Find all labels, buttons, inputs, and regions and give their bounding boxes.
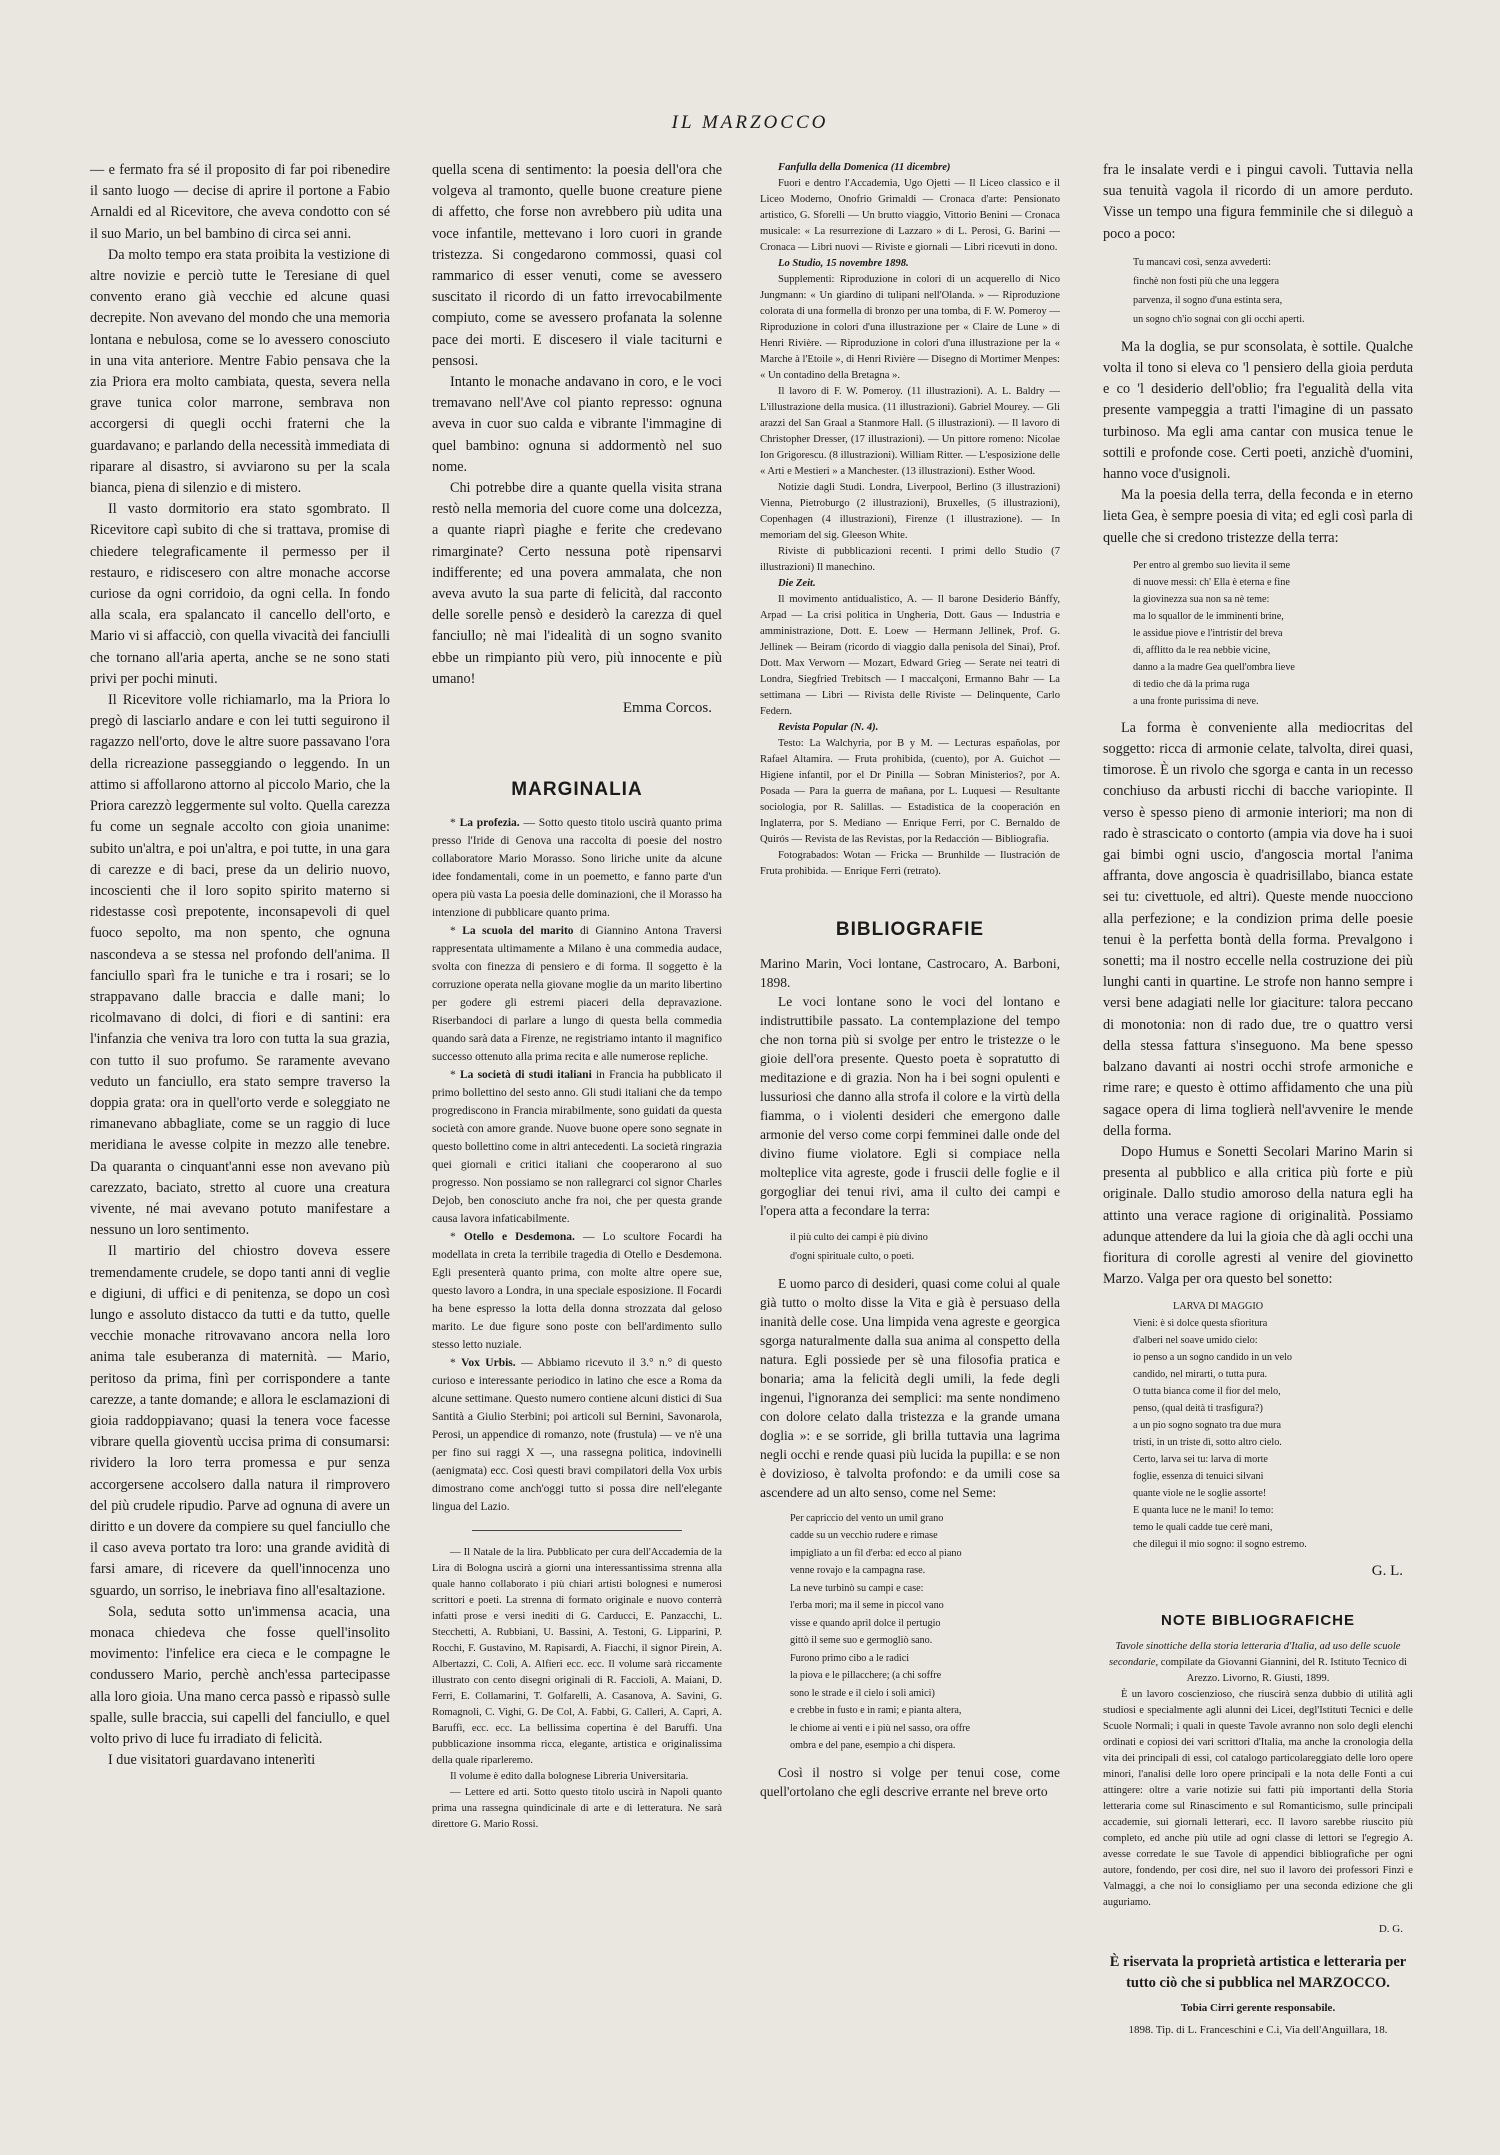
section-title-marginalia: MARGINALIA bbox=[511, 779, 643, 801]
paragraph: Ma la doglia, se pur sconsolata, è sottile. Qualche volta il tono si eleva co 'l pensiero della gioia perduta e co 'l desiderio dell'oblio; fra l'egualità della vita presente vampeggia a tratti l'imagine di un passato turbinoso. Ma egli ama cantar con musica tenue le sottili e profonde cose. Certi poeti, anzichè d'uomini, hanno voce d'usignoli. bbox=[1103, 338, 1413, 483]
poem-title: LARVA DI MAGGIO bbox=[1173, 1301, 1264, 1313]
poem-line: e crebbe in fusto e in rami; e pianta altera, bbox=[790, 1705, 962, 1717]
periodical-contents: Il lavoro di F. W. Pomeroy. (11 illustrazioni). A. L. Baldry — L'illustrazione della musica. (11 illustrazioni). Gabriel Mourey. — Gli arazzi del San Graal a Stanmore Hall. (5 illustrazioni). — Il lavoro di Christopher Dresser, (17 illustrazioni). — Un pittore romeno: Nicolae Ion Grigorescu. (8 illustrazioni). William Ritter. — L'esposizione delle « Arti e Mestieri » a Manchester. (13 illustrazioni). Esther Wood. bbox=[760, 386, 1060, 477]
note-text: compilate da Giovanni Giannini, del R. Istituto Tecnico di Arezzo. Livorno, R. Giusti, 1899. bbox=[1160, 1656, 1407, 1684]
poem-line: visse e quando aprìl dolce il pertugio bbox=[790, 1617, 941, 1629]
book-reference: Marino Marin, Voci lontane, Castrocaro, A. Barboni, 1898. bbox=[760, 955, 1060, 990]
poem-line: io penso a un sogno candido in un velo bbox=[1133, 1352, 1293, 1364]
note-text: in Francia ha pubblicato il primo bollettino del sesto anno. Gli studi italiani che da tempo progrediscono in Francia mirabilmente, sono guidati da questa società con amore grande. Nuove buone opere sono segnate in questo bollettino come in altri antecedenti. La società ringrazia quei giornali e critici italiani che cooperarono al suo progresso. Non possiamo se non rallegrarci col signor Charles Dejob, ben conosciuto anche fra noi, che per questa grande causa lavora infaticabilmente. bbox=[432, 1069, 723, 1226]
small-note: Il volume è edito dalla bolognese Libreria Universitaria. bbox=[450, 1771, 689, 1783]
poem-line: ombra e del pane, esempio a chi dispera. bbox=[790, 1740, 956, 1752]
column-1 bbox=[90, 160, 390, 1771]
paragraph: fra le insalate verdi e i pingui cavoli. Tuttavia nella sua tenuità vagola il ricordo di un amore perduto. Visse un tempo una figura femminile che si dileguò a poco a poco: bbox=[1103, 162, 1413, 242]
note-item: * La società di studi italiani in Francia ha pubblicato il primo bollettino del sesto anno. Gli studi italiani che da tempo progrediscono in Francia mirabilmente, sono guidati da questa società con amore grande. Nuove buone opere sono segnate in questo bollettino come in altri antecedenti. La società ringrazia quei giornali e critici italiani che cooperarono al suo progresso. Non possiamo se non rallegrarci col signor Charles Dejob, ben conosciuto anche fra noi, che per questa grande causa lavora infaticabilmente. bbox=[432, 1069, 723, 1226]
poem-line: E quanta luce ne le mani! Io temo: bbox=[1133, 1505, 1274, 1517]
periodical-title: Fanfulla della Domenica (11 dicembre) bbox=[778, 162, 951, 173]
poem-line: gittò il seme suo e germogliò sano. bbox=[790, 1635, 933, 1647]
paragraph: La forma è conveniente alla mediocritas del soggetto: ricca di armonie celate, talvolta, direi quasi, timorose. È un rivolo che sgorga e canta in un recesso conchiuso da arbusti ricchi di bacche variopinte. Il verso è spesso pieno di armonie interiori; ma non di rado è strascicato o contorto (ampia via dove ha i suoi gai bimbi ogni uscio, d'angoscia mortal l'anima affranta, dove angoscia è quadrisillabo, bianca estate sei tu: civettuole, ed altri). Queste mende nuocciono alla perfezione; e la condizion prima delle poesie tenui è la perfetta bontà della forma. Prevalgono i sonetti; ma il nostro eccelle nella costruzione dei più lunghi canti in quartine. Le strofe non hanno sempre i versi bene adagiati nelle lor giaciture: talora peccano di monotonia: non di rado due, tre o quattro versi della stessa fattura s'inseguono. Ma bene spesso balzano davanti ai nostri occhi strofe armoniche e rime rare; e questo è ottimo affidamento che una più sagace opera di lima toglierà nell'avvenire le mende della forma. bbox=[1103, 719, 1413, 1139]
note-heading: La società di studi italiani bbox=[459, 1069, 592, 1082]
poem-line: la piova e le pillacchere; (a chi soffre bbox=[790, 1670, 942, 1682]
poem-line: cadde su un vecchio rudere e rimase bbox=[790, 1530, 938, 1542]
poem-line: temo le quali cadde tue cerè mani, bbox=[1133, 1522, 1273, 1534]
periodical-contents: Testo: La Walchyria, por B y M. — Lecturas españolas, por Rafael Altamira. — Fruta prohibida, (cuento), por A. Guichot — Higiene infantil, por el Dr Pinilla — Sobran Ministerios?, por A. Posada — Para la guerra de mañana, por L. Luquesi — Resultante sociologia, por R. Salillas. — Estadistica de la cooperación en Inglaterra, por S. Mediano — Enrique Ferri, por C. Bernaldo de Quirós — Revista de las Revistas, por la Redacción — Bibliografia. bbox=[760, 738, 1060, 845]
section-title-bibliografie: BIBLIOGRAFIE bbox=[835, 919, 985, 940]
note-item: * Vox Urbis. — Abbiamo ricevuto il 3.° n.° di questo curioso e interessante periodico in latino che esce a Roma da alcune settimane. Questo numero contiene alcuni distici di Sua Santità a Giulio Sterbini; poi articoli sul Bernini, Savonarola, Perosi, un appendice di romanzo, note (frustula) — ve n'è una per fino sui raggi X —, una rassegna politica, indovinelli (aenigmata) ecc. Così questi bravi compilatori della Vox urbis dimostrano come anch'oggi tutto si possa dire nell'elegante lingua del Lazio. bbox=[432, 1357, 723, 1514]
section-title-note-bibliografiche: NOTE BIBLIOGRAFICHE bbox=[1161, 1611, 1355, 1629]
periodical-title: Lo Studio, 15 novembre 1898. bbox=[778, 258, 909, 269]
poem-line: Certo, larva sei tu: larva di morte bbox=[1133, 1454, 1268, 1466]
paragraph: Il vasto dormitorio era stato sgombrato. Il Ricevitore capì subito di che si trattava, promise di chiedere telegraficamente il permesso per il restauro, e ridiscesero con altre monache accorse curiose da ogni corridoio, da ogni cella. In fondo alla scala, era spalancato il cancello dell'orto, e Mario vi si affacciò, con quella vivacità dei fanciulli che tornano all'aria aperta, anche se ne sono stati privi per pochi minuti. bbox=[90, 501, 390, 687]
poem-line: quante viole ne le soglie assorte! bbox=[1133, 1488, 1267, 1500]
periodical-contents: Il movimento antidualistico, A. — Il barone Desiderio Bánffy, Arpad — La crisi politica in Ungheria, Dott. Gaus — Industria e amministrazione, Dott. E. Loew — Hermann Jellinek, Prof. G. Jellinek — Beiram (ricordo di viaggio dalla penisola del Sinai), Prof. Dott. Max Verworn — Mozart, Edward Grieg — Serate nei teatri di Londra, Siegfried Trebitsch — I maccalçoni, Ermanno Bahr — La settimana — Libri — Rivista delle Riviste — Delinquente, Carlo Federn. bbox=[760, 594, 1060, 717]
paragraph: — e fermato fra sé il proposito di far poi ribenedire il santo luogo — decise di aprire il portone a Fabio Arnaldi ed al Ricevitore, che aveva condotto con sé il suo Mario, un bel bambino di circa sei anni. bbox=[90, 162, 390, 242]
paragraph: Ma la poesia della terra, della feconda e in eterno lieta Gea, è sempre poesia di vita; ed egli così parla di quelle che si credono tristezze della terra: bbox=[1103, 487, 1413, 546]
paragraph: Le voci lontane sono le voci del lontano e indistruttibile passato. La contemplazione del tempo che non torna più si svolge per entro le tristezze o le gioie dell'ora presente. Questo poeta è sopratutto di meditazione e di grazia. Non ha i bei sogni opulenti e lussuriosi che danno alla strofa il colore e la virtù della fiamma, o i violenti desideri che emergono dalle armonie del verso come corpi femminei dalle onde del divino fiume violatore. Egli si compiace nella molteplice vita agreste, gode i fruscii delle foglie e il gorgogliar dei tenui rivi, ama il culto dei campi e l'opera atta a fecondare la terra: bbox=[760, 993, 1060, 1218]
poem-line: tristi, in un triste dì, sotto altro cielo. bbox=[1133, 1437, 1282, 1449]
poem-line: Per entro al grembo suo lievita il seme bbox=[1133, 559, 1291, 571]
poem-line: La neve turbinò su campi e case: bbox=[790, 1582, 924, 1594]
small-note: — Il Natale de la lira. Pubblicato per cura dell'Accademia de la Lira di Bologna uscirà a giorni una interessantissima strenna alla quale hanno collaborato i più chiari artisti bolognesi e numerosi scrittori e poeti. La strenna di formato originale e nuovo conterrà infatti prose e versi inediti di G. Carducci, E. Panzacchi, L. Stecchetti, A. Rubbiani, U. Bassini, A. Testoni, G. Lipparini, P. Rocchi, F. Gustavino, M. Rapisardi, A. Fiacchi, il signor Pirein, A. Albertazzi, C. Coli, A. Alfieri ecc. ecc. Il volume sarà riccamente illustrato con cento disegni originali di R. Faccioli, A. Maiani, D. Ferri, E. Collamarini, T. Golfarelli, A. Casanova, A. Savini, G. Romagnoli, C. Vighi, G. De Col, A. Fabbi, G. Calleri, A. Capri, A. Baruffi, ecc. ecc. La bellissima copertina è del Baruffi. Una pubblicazione insomma ricca, elegante, artistica e originalissima della quale riparleremo. bbox=[432, 1547, 722, 1767]
paragraph: Intanto le monache andavano in coro, e le voci tremavano nell'Ave col pianto represso: ognuna aveva in cuor suo calda e vibrante l'immagine di quel bambino: ognuna si addormentò nel suo nome. bbox=[432, 374, 722, 475]
poem-line: a una fronte purissima di neve. bbox=[1133, 695, 1259, 707]
note-item: * La scuola del marito di Giannino Antona Traversi rappresentata ultimamente a Milano è una commedia audace, svolta con finezza di pensiero e di forma. Il soggetto è la corruzione operata nella giovane moglie da un marito libertino per godere gli estremi piaceri della depravazione. Riserbandoci di parlare a lungo di questa bella commedia quando sarà data a Firenze, ne registriamo intanto il magnifico successo ottenuto alla prima recita e alle numerose repliche. bbox=[432, 925, 723, 1064]
poem-seme bbox=[790, 1510, 1060, 1755]
poem-excerpt bbox=[790, 1228, 1060, 1266]
paragraph: E uomo parco di desideri, quasi come colui al quale già tutto o molto disse la Vita e già è persuaso della inanità delle cose. Una limpida vena agreste e georgica sgorga naturalmente dalla sua anima al conspetto della natura. Egli possiede per sè una filosofia pratica e bonaria; ama la felicità degli umili, la fede degli ingenui, l'ignoranza dei semplici: ma sente nondimeno con dolore celato dalla tristezza e la grande umana doglia »: e se sorride, gli brilla tuttavia una lagrima negli occhi e rende quasi più lucida la pupilla: e se non è dovizioso, è talvolta profondo: e da umili cose sa ascendere ad un alto senso, come nel Seme: bbox=[760, 1275, 1060, 1500]
poem-line: la giovinezza sua non sa nè teme: bbox=[1133, 593, 1270, 605]
poem-line: impigliato a un fil d'erba: ed ecco al piano bbox=[790, 1547, 962, 1559]
poem-line: a un pio sogno sognato tra due mura bbox=[1133, 1420, 1281, 1432]
poem-line: O tutta bianca come il fior del melo, bbox=[1133, 1386, 1281, 1398]
periodical-contents: Fuori e dentro l'Accademia, Ugo Ojetti — Il Liceo classico e il Liceo Moderno, Onofrio Grimaldi — Cronaca d'arte: Pensionato artistico, G. Sforelli — Un brutto viaggio, Vittorio Benini — Cronaca musicale: « La resurrezione di Lazzaro » di L. Perosi, G. Barini — Cronaca — Libri nuovi — Riviste e giornali — Libri ricevuti in dono. bbox=[760, 178, 1060, 253]
note-heading: La scuola del marito bbox=[462, 925, 574, 938]
poem-larva-di-maggio bbox=[1133, 1298, 1413, 1553]
divider bbox=[472, 1530, 682, 1531]
rights-notice: È riservata la proprietà artistica e letteraria per tutto ciò che si pubblica nel MARZOCCO. bbox=[1109, 1953, 1407, 1991]
periodical-contents: Supplementi: Riproduzione in colori di un acquerello di Nico Jungmann: « Un giardino di tulipani nell'Olanda. » — Riproduzione colorata di una formella di bronzo per una tomba, di F. W. Pomeroy — Riproduzione in colori d'una illustrazione per « Claire de Lune » di Henri Rivière. — Riproduzione in colori d'una illustrazione per la « Marche à l'Etoile », di Henri Rivière — Disegno di Mortimer Menpes: « Un contadino della Bretagna ». bbox=[760, 274, 1060, 381]
publisher-credit: Tobia Cirri gerente responsabile. bbox=[1180, 2001, 1336, 2014]
column-3 bbox=[760, 160, 1060, 1801]
poem-line: danno a la madre Gea quell'ombra lieve bbox=[1133, 661, 1295, 673]
poem-line: di nuove messi: ch' Ella è eterna e fine bbox=[1133, 576, 1290, 588]
periodical-contents: Riviste di pubblicazioni recenti. I primi dello Studio (7 illustrazioni) Il manechino. bbox=[760, 546, 1060, 573]
periodical-title: Die Zeit. bbox=[778, 578, 816, 589]
paragraph: Il Ricevitore volle richiamarlo, ma la Priora lo pregò di lasciarlo andare e con lei tutti seguirono il ragazzo nell'orto, dove le altre suore passavano l'ora della ricreazione passeggiando o leggendo. In un attimo si affollarono attorno al piccolo Mario, che la Priora carezzò leggermente sul volto. Quella carezza fu come un segnale accolto con gioia unanime: subito un'altra, e poi un'altra, e poi tutte, in una gara di carezze e di baci, prese da un delirio nuovo, incoscienti che il loro sopito spirito materno si ridestasse così prepotente, inconsapevoli di quel fuoco sepolto, ma non spento, che ognuna nascondeva a se stessa nel profondo dell'anima. Il fanciullo sparì fra le tuniche e tra i rosari; se lo strappavano dalle braccia e dalle mani; lo ricolmavano di dolci, di fiori e di santini: era l'infanzia che veniva tra loro con tutta la sua grazia, con tutto il suo profumo. Se raramente avevano veduto un fanciullo, era stato sempre traverso la doppia grata: ora in quell'orto verde e soleggiato ne rimanevano abbagliate, come se un raggio di luce meridiana le avesse colpite in mezzo alle tenebre. Da quaranta o cinquant'anni esse non avevano più carezzato, baciato, stretto al cuore una creatura vivente, né mai avevano potuto manifestare a nessuno un loro sentimento. bbox=[90, 692, 390, 1239]
note-reference bbox=[1103, 1639, 1413, 1687]
poem-line: d'ogni spirituale culto, o poeti. bbox=[790, 1250, 915, 1262]
masthead: IL MARZOCCO bbox=[671, 112, 829, 133]
poem-line: candido, nel mirarti, o tutta pura. bbox=[1133, 1369, 1268, 1381]
paragraph: Dopo Humus e Sonetti Secolari Marino Marin si presenta al pubblico e alla critica più forte e più originale. Dallo studio amoroso della natura egli ha attinto una verace ragione di originalità. Possiamo adunque attendere da lui la gioia che dà agli occhi una fioritura di corolle agresti al venire del giovinetto Marzo. Valga per ora questo bel sonetto: bbox=[1103, 1143, 1413, 1288]
periodical-contents: Fotograbados: Wotan — Fricka — Brunhilde — Ilustración de Fruta prohibida. — Enrique Ferri (retrato). bbox=[760, 850, 1060, 877]
note-heading: La profezia. bbox=[459, 817, 520, 830]
note-text: — Abbiamo ricevuto il 3.° n.° di questo curioso e interessante periodico in latino che esce a Roma da alcune settimane. Questo numero contiene alcuni distici di Sua Santità a Giulio Sterbini; poi articoli sul Bernini, Savonarola, Perosi, un appendice di romanzo, note (frustula) — ve n'è una per fino sui raggi X —, una rassegna politica, indovinelli (aenigmata) ecc. Così questi bravi compilatori della Vox urbis dimostrano come anch'oggi tutto si possa dire nell'elegante lingua del Lazio. bbox=[432, 1357, 723, 1514]
note-heading: Tavole sinottiche della storia letteraria d'Italia, ad uso delle scuole secondarie, bbox=[1109, 1640, 1401, 1668]
note-heading: Vox Urbis. bbox=[461, 1357, 516, 1370]
paragraph: Così il nostro si volge per tenui cose, come quell'ortolano che egli descrive errante nel breve orto bbox=[760, 1764, 1060, 1799]
paragraph: Il martirio del chiostro doveva essere tremendamente crudele, se dopo tanti anni di veglie e digiuni, di uffici e di penitenza, se dopo un così lungo e assoluto distacco da tutti e da tutto, quelle vecchie monache ritrovavano ancora nella loro anima tale esuberanza di maternità. — Mario, peritoso da prima, finì per corrispondere a tante carezze, a tante domande; e allora le esclamazioni di gioia raddoppiavano; quasi la tenera voce facesse vibrare quella gioventù uccisa prima di consumarsi: rividero la loro terra promessa e pur senza accorgersene accolsero dalla natura il rimprovero del più crudele ripudio. Parve ad ognuna di avere un diritto e un dovere da compiere su quel fanciullo che il caso aveva portato tra loro: una grande avidità di farsi amare, di ricevere da quell'innocenza uno sguardo, un sorriso, le inebriava fino all'esaltazione. bbox=[90, 1243, 390, 1599]
poem-line: le assidue piove e l'intristir del breva bbox=[1133, 627, 1283, 639]
poem-line: venne rovajo e la campagna rase. bbox=[790, 1565, 926, 1577]
periodical-title: Revista Popular (N. 4). bbox=[778, 722, 879, 733]
paragraph: Sola, seduta sotto un'immensa acacia, una monaca chiedeva che fosse quell'insolito movimento: l'infelice era cieca e le compagne le condussero Mario, perchè anch'essa partecipasse alla loro gioia. Una mano cerca passò e ripassò sulle spalle, sulle braccia, sui capelli del fanciullo, e quel volto privo di luce fu irradiato di felicità. bbox=[90, 1603, 390, 1748]
poem-line: foglie, essenza di tenuici silvani bbox=[1133, 1471, 1264, 1483]
author-signature: G. L. bbox=[1371, 1563, 1403, 1580]
poem-line: di tedio che dà la prima ruga bbox=[1133, 678, 1250, 690]
poem-line: le chiome ai venti e i più nel sasso, ora offre bbox=[790, 1722, 971, 1734]
paragraph: Chi potrebbe dire a quante quella visita strana restò nella memoria del cuore come una dolcezza, a quante riaprì piaghe e ferite che credevano rimarginate? Certo nessuna potè ripensarvi indifferente; ed una povera ammalata, che non aveva avuto la sua parte di felicità, dal racconto delle sorelle pensò e desiderò la carezza di quel fanciullo; nè mai l'idealità di un sogno svanito ebbe un rimpianto più vero, più innocente e più umano! bbox=[432, 480, 722, 687]
note-signature: D. G. bbox=[1378, 1922, 1403, 1935]
note-heading: Otello e Desdemona. bbox=[463, 1231, 575, 1244]
poem-line: penso, (qual deità ti trasfigura?) bbox=[1133, 1403, 1263, 1415]
paragraph: Da molto tempo era stata proibita la vestizione di altre novizie e perciò tutte le Teresiane di quel convento erano già vecchie ed alcune quasi decrepite. Non avevano del mondo che una memoria lontana e nebulosa, come se lo avessero conosciuto in una vita anteriore. Mentre Fabio pensava che la zia Priora era molto cambiata, questa, severa nella grave tunica color marrone, sembrava non accorgersi di quegli occhi fraterni che la guardavano; e parlando della necessità immediata di riparare al disastro, si avviarono su per la scala bianca, piena di silenzio e di mistero. bbox=[90, 246, 390, 497]
note-text: — Lo scultore Focardi ha modellata in creta la terribile tragedia di Otello e Desdemona. Egli presenterà quanto prima, con molte altre opere sue, questo lavoro a Londra, in una speciale esposizione. Il Focardi ha bene espresso la lotta della donna strozzata dal geloso marito. Le due figure sono poste con bell'ardimento sullo stesso letto nuziale. bbox=[432, 1231, 723, 1352]
column-2 bbox=[432, 160, 722, 1833]
note-item: * La profezia. — Sotto questo titolo uscirà quanto prima presso l'Iride di Genova una raccolta di poesie del nostro collaboratore Mario Morasso. Sono liriche unite da alcune idee fondamentali, come in un poemetto, e fanno parte d'un opera più vasta La poesia delle dominazioni, che il Morasso ha intenzione di pubblicare quanto prima. bbox=[432, 817, 722, 920]
poem-line: finchè non fosti più che una leggera bbox=[1133, 275, 1279, 287]
note-text: — Sotto questo titolo uscirà quanto prima presso l'Iride di Genova una raccolta di poesie del nostro collaboratore Mario Morasso. Sono liriche unite da alcune idee fondamentali, come in un poemetto, e fanno parte d'un opera più vasta La poesia delle dominazioni, che il Morasso ha intenzione di pubblicare quanto prima. bbox=[432, 817, 722, 920]
poem-excerpt bbox=[1133, 557, 1413, 710]
printer-credit: 1898. Tip. di L. Franceschini e C.i, Via dell'Anguillara, 18. bbox=[1128, 2023, 1388, 2036]
column-4 bbox=[1103, 160, 1413, 2038]
poem-line: Tu mancavi così, senza avvederti: bbox=[1133, 256, 1271, 268]
poem-excerpt bbox=[1133, 253, 1413, 329]
periodical-contents: Notizie dagli Studi. Londra, Liverpool, Berlino (3 illustrazioni) Vienna, Pietroburgo (2 illustrazioni), Bruxelles, (5 illustrazioni), Copenhagen (4 illustrazioni), Firenze (1 illustrazione). — In memoriam del sig. Gleeson White. bbox=[760, 482, 1060, 541]
poem-line: Furono primo cibo a le radici bbox=[790, 1652, 910, 1664]
poem-line: l'erba morì; ma il seme in piccol vano bbox=[790, 1600, 944, 1612]
poem-line: che dileguì il mio sogno: il sogno estremo. bbox=[1133, 1539, 1307, 1551]
poem-line: parvenza, il sogno d'una estinta sera, bbox=[1133, 294, 1283, 306]
note-text: di Giannino Antona Traversi rappresentata ultimamente a Milano è una commedia audace, svolta con finezza di pensiero e di forma. Il soggetto è la corruzione operata nella giovane moglie da un marito libertino per godere gli estremi piaceri della depravazione. Riserbandoci di parlare a lungo di questa bella commedia quando sarà data a Firenze, ne registriamo intanto il magnifico successo ottenuto alla prima recita e alle numerose repliche. bbox=[432, 925, 723, 1064]
poem-line: dì, afflitto da le rea nebbie vicine, bbox=[1133, 644, 1271, 656]
paragraph: I due visitatori guardavano intenerìti bbox=[108, 1752, 316, 1769]
poem-line: un sogno ch'io sognai con gli occhi aperti. bbox=[1133, 313, 1305, 325]
note-body: È un lavoro coscienzioso, che riuscirà senza dubbio di utilità agli studiosi e specialmente agli alunni dei Licei, degl'Istituti Tecnici e delle Scuole Normali; i quali in queste Tavole avranno non solo degli elenchi ordinati e copiosi dei vari scrittori d'Italia, ma anche la cronologia della vita dei principali di essi, col catalogo particolareggiato delle loro opere minori, l'analisi delle loro opere principali e la nota delle Fonti a cui attingere: oltre a varie notizie sui fatti più importanti della Storia letteraria come sul Rinascimento e sul Romanticismo, sulle principali accademie, sui giornali letterari, ecc. Il lavoro sarebbe riuscito più completo, ed anche più utile ad ogni classe di lettori se l'egregio A. avesse corredate le sue Tavole di appendici bibliografiche per ogni autore, fondendo, per così dire, nel suo il lavoro dei professori Finzi e Valmaggi, a che noi lo consigliamo per una seconda edizione che gli auguriamo. bbox=[1103, 1688, 1413, 1908]
paragraph: quella scena di sentimento: la poesia dell'ora che volgeva al tramonto, quelle buone creature piene di affetto, che forse non avrebbero più udita una voce infantile, mettevano i loro cuori in grande tristezza. Si congedarono commossi, quasi col rammarico di esser venuti, come se avessero suscitato il ricordo di un fatto irrevocabilmente compiuto, come se avessero profanata la solenne pace dei morti. E discesero il viale taciturni e pensosi. bbox=[432, 162, 722, 369]
poem-line: d'alberi nel soave umido cielo: bbox=[1133, 1335, 1258, 1347]
poem-line: sono le strade e il cielo i soli amici) bbox=[790, 1687, 935, 1699]
poem-line: il più culto dei campi è più divino bbox=[790, 1231, 928, 1243]
poem-line: Vieni: è sì dolce questa sfioritura bbox=[1133, 1318, 1268, 1330]
poem-line: Per capriccio del vento un umil grano bbox=[790, 1512, 944, 1524]
small-note: — Lettere ed arti. Sotto questo titolo uscirà in Napoli quanto prima una rassegna quindicinale di arte e di letteratura. Ne sarà direttore G. Mario Rossi. bbox=[432, 1787, 722, 1831]
poem-line: ma lo squallor de le imminenti brine, bbox=[1133, 610, 1284, 622]
note-item: * Otello e Desdemona. — Lo scultore Focardi ha modellata in creta la terribile tragedia di Otello e Desdemona. Egli presenterà quanto prima, con molte altre opere sue, questo lavoro a Londra, in una speciale esposizione. Il Focardi ha bene espresso la lotta della donna strozzata dal geloso marito. Le due figure sono poste con bell'ardimento sullo stesso letto nuziale. bbox=[432, 1231, 723, 1352]
author-signature: Emma Corcos. bbox=[622, 700, 712, 717]
